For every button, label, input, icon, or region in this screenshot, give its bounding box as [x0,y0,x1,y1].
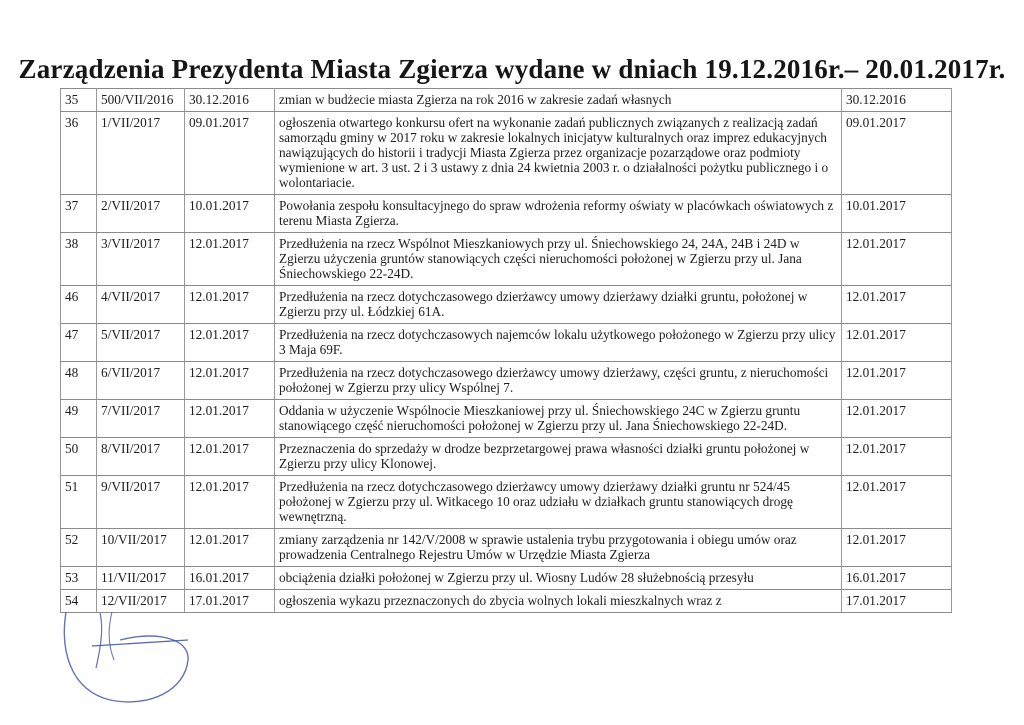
decree-number: 36 [61,112,97,195]
decree-number: 38 [61,233,97,286]
decree-effective-date: 12.01.2017 [842,400,952,438]
decree-date: 12.01.2017 [185,233,275,286]
decree-date: 12.01.2017 [185,324,275,362]
decree-date: 12.01.2017 [185,286,275,324]
table-row [61,362,952,400]
table-row [61,438,952,476]
decree-subject: ogłoszenia wykazu przeznaczonych do zbycia wolnych lokali mieszkalnych wraz z [275,590,842,613]
table-row [61,400,952,438]
decree-subject: Przedłużenia na rzecz Wspólnot Mieszkaniowych przy ul. Śniechowskiego 24, 24A, 24B i 24D w Zgierzu użyczenia gruntów stanowiących części nieruchomości położonej w Zgierzu przy ul. Jana Śniechowskiego 22-24D. [275,233,842,286]
decree-number: 52 [61,529,97,567]
decree-symbol: 11/VII/2017 [97,567,185,590]
decree-symbol: 12/VII/2017 [97,590,185,613]
decree-symbol: 6/VII/2017 [97,362,185,400]
decree-subject: Powołania zespołu konsultacyjnego do spraw wdrożenia reformy oświaty w placówkach oświatowych z terenu Miasta Zgierza. [275,195,842,233]
decree-effective-date: 12.01.2017 [842,233,952,286]
decree-date: 17.01.2017 [185,590,275,613]
decree-effective-date: 12.01.2017 [842,438,952,476]
page-title: Zarządzenia Prezydenta Miasta Zgierza wydane w dniach 19.12.2016r.– 20.01.2017r. [18,54,1006,84]
table-row [61,286,952,324]
decree-symbol: 8/VII/2017 [97,438,185,476]
decree-date: 12.01.2017 [185,529,275,567]
decree-subject: obciążenia działki położonej w Zgierzu przy ul. Wiosny Ludów 28 służebnością przesyłu [275,567,842,590]
decree-subject: zmiany zarządzenia nr 142/V/2008 w sprawie ustalenia trybu przygotowania i obiegu umów oraz prowadzenia Centralnego Rejestru Umów w Urzędzie Miasta Zgierza [275,529,842,567]
decree-number: 51 [61,476,97,529]
decree-date: 12.01.2017 [185,362,275,400]
decree-date: 10.01.2017 [185,195,275,233]
decree-effective-date: 12.01.2017 [842,476,952,529]
decree-effective-date: 10.01.2017 [842,195,952,233]
decree-symbol: 2/VII/2017 [97,195,185,233]
decree-effective-date: 12.01.2017 [842,286,952,324]
table-row [61,476,952,529]
decree-number: 37 [61,195,97,233]
decree-subject: ogłoszenia otwartego konkursu ofert na wykonanie zadań publicznych związanych z realizacją zadań samorządu gminy w 2017 roku w zakresie lokalnych inicjatyw kulturalnych oraz imprez edukacyjnych nawiązujących do historii i tradycji Miasta Zgierza przez organizacje pozarządowe oraz podmioty wymienione w art. 3 ust. 2 i 3 ustawy z dnia 24 kwietnia 2003 r. o działalności pożytku publicznego i o wolontariacie. [275,112,842,195]
decree-date: 30.12.2016 [185,89,275,112]
table-row [61,112,952,195]
table-row [61,195,952,233]
decree-effective-date: 12.01.2017 [842,362,952,400]
decree-subject: Przedłużenia na rzecz dotychczasowego dzierżawcy umowy dzierżawy działki gruntu nr 524/45 położonej w Zgierzu przy ul. Witkacego 10 oraz udziału w działkach gruntu stanowiących drogę wewnętrzną. [275,476,842,529]
decrees-table [60,88,952,613]
decree-date: 16.01.2017 [185,567,275,590]
table-row [61,590,952,613]
decree-effective-date: 30.12.2016 [842,89,952,112]
decree-subject: Oddania w użyczenie Wspólnocie Mieszkaniowej przy ul. Śniechowskiego 24C w Zgierzu gruntu stanowiącego część nieruchomości położonej w Zgierzu przy ul. Jana Śniechowskiego 22-24D. [275,400,842,438]
decree-symbol: 5/VII/2017 [97,324,185,362]
decree-date: 12.01.2017 [185,438,275,476]
decree-date: 12.01.2017 [185,400,275,438]
decree-symbol: 1/VII/2017 [97,112,185,195]
decree-effective-date: 12.01.2017 [842,324,952,362]
table-row [61,529,952,567]
decree-subject: zmian w budżecie miasta Zgierza na rok 2016 w zakresie zadań własnych [275,89,842,112]
decree-number: 49 [61,400,97,438]
decree-symbol: 10/VII/2017 [97,529,185,567]
decree-number: 53 [61,567,97,590]
decree-effective-date: 17.01.2017 [842,590,952,613]
decree-symbol: 500/VII/2016 [97,89,185,112]
decree-symbol: 7/VII/2017 [97,400,185,438]
decree-number: 54 [61,590,97,613]
decree-effective-date: 09.01.2017 [842,112,952,195]
decree-symbol: 4/VII/2017 [97,286,185,324]
decree-subject: Przedłużenia na rzecz dotychczasowego dzierżawcy umowy dzierżawy, części gruntu, z nieruchomości położonej w Zgierzu przy ulicy Wspólnej 7. [275,362,842,400]
decree-number: 46 [61,286,97,324]
decree-number: 48 [61,362,97,400]
decrees-table-body [61,89,952,613]
decree-date: 12.01.2017 [185,476,275,529]
table-row [61,324,952,362]
decree-symbol: 9/VII/2017 [97,476,185,529]
decree-effective-date: 12.01.2017 [842,529,952,567]
decree-effective-date: 16.01.2017 [842,567,952,590]
decree-subject: Przedłużenia na rzecz dotychczasowego dzierżawcy umowy dzierżawy działki gruntu, położonej w Zgierzu przy ul. Łódzkiej 61A. [275,286,842,324]
table-row [61,233,952,286]
decree-number: 47 [61,324,97,362]
decree-date: 09.01.2017 [185,112,275,195]
decree-number: 35 [61,89,97,112]
decree-number: 50 [61,438,97,476]
decree-subject: Przeznaczenia do sprzedaży w drodze bezprzetargowej prawa własności działki gruntu położonej w Zgierzu przy ulicy Klonowej. [275,438,842,476]
table-row [61,567,952,590]
table-row [61,89,952,112]
decree-subject: Przedłużenia na rzecz dotychczasowych najemców lokalu użytkowego położonego w Zgierzu przy ulicy 3 Maja 69F. [275,324,842,362]
decree-symbol: 3/VII/2017 [97,233,185,286]
